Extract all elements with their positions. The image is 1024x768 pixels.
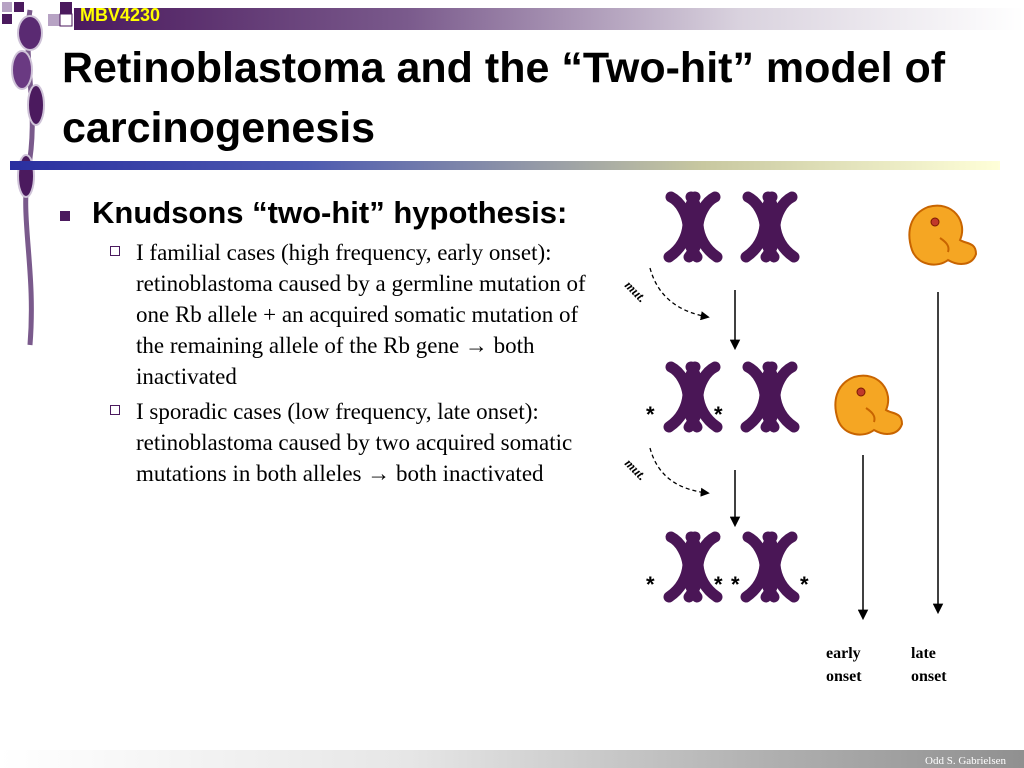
mut-label: mut. <box>621 455 650 484</box>
chromosome <box>746 537 794 597</box>
slide-title: Retinoblastoma and the “Two-hit” model of carcinogenesis <box>62 44 946 152</box>
footer-bar <box>0 750 1024 768</box>
sub-bullet-text: I familial cases (high frequency, early onset): retinoblastoma caused by a germline mutation of one Rb allele + an acquired somatic mutation of the remaining allele of the Rb gene → both inactivated <box>136 240 586 389</box>
chromosome <box>669 537 717 597</box>
mutation-star: * <box>714 572 723 597</box>
chromosome <box>669 367 717 427</box>
mutation-star: * <box>646 402 655 427</box>
late-onset-label-line1: late <box>911 645 936 662</box>
mutation-star: * <box>731 572 740 597</box>
square-bullet-icon <box>60 211 70 221</box>
dashed-arrow-icon <box>650 268 708 317</box>
late-onset-label-line2: onset <box>911 668 947 685</box>
two-hit-diagram <box>600 180 1020 700</box>
main-bullet-text: Knudsons “two-hit” hypothesis: <box>92 195 568 230</box>
chromosome <box>746 197 794 257</box>
embryo-icon <box>909 206 976 265</box>
embryo-icon <box>835 376 902 435</box>
mut-label: mut. <box>621 277 650 306</box>
sub-bullet-sporadic <box>60 396 600 489</box>
early-onset-label-line2: onset <box>826 668 862 685</box>
sub-bullet-text: I sporadic cases (low frequency, late onset): retinoblastoma caused by two acquired somatic mutations in both alleles → both inactivated <box>136 399 573 486</box>
mutation-star: * <box>646 572 655 597</box>
early-onset-label-line1: early <box>826 645 861 662</box>
dashed-arrow-icon <box>650 448 708 493</box>
mutation-star: * <box>714 402 723 427</box>
main-bullet <box>60 195 600 231</box>
hollow-square-bullet-icon <box>110 405 120 415</box>
header-bar <box>74 8 1024 30</box>
author-credit: Odd S. Gabrielsen <box>925 755 1006 767</box>
chromosome <box>746 367 794 427</box>
chromosome <box>669 197 717 257</box>
course-code: MBV4230 <box>80 5 161 25</box>
slide-content <box>60 195 600 493</box>
sub-bullet-familial <box>60 237 600 392</box>
hollow-square-bullet-icon <box>110 246 120 256</box>
title-rule <box>10 161 1000 170</box>
mutation-star: * <box>800 572 809 597</box>
